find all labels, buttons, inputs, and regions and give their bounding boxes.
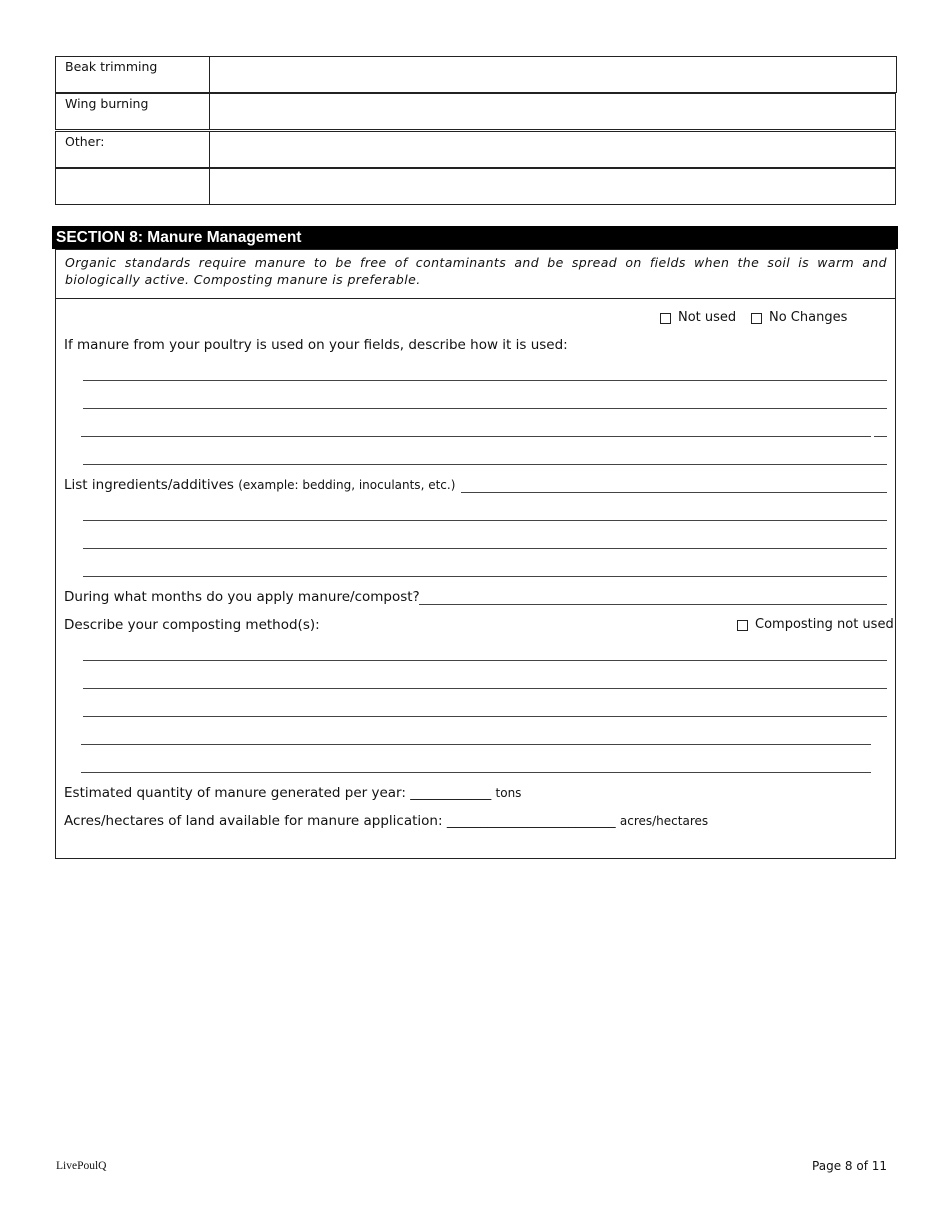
practice-answer-field[interactable] (210, 57, 896, 92)
composting-answer-line[interactable] (81, 744, 871, 745)
quantity-question (64, 785, 521, 801)
quantity-input[interactable]: ____________ (410, 785, 492, 801)
composting-answer-line[interactable] (81, 772, 871, 773)
ingredients-example: (example: bedding, inoculants, etc.) (238, 478, 456, 492)
composting-answer-line[interactable] (83, 716, 887, 717)
ingredients-question (64, 477, 455, 493)
ingredients-answer-line[interactable] (83, 576, 887, 577)
form-code: LivePoulQ (56, 1160, 107, 1172)
manure-use-answer-line[interactable] (81, 436, 871, 437)
practice-answer-field[interactable] (210, 169, 895, 204)
practice-label: Other: (56, 132, 210, 167)
acres-unit: acres/hectares (619, 814, 709, 828)
composting-answer-line[interactable] (83, 688, 887, 689)
quantity-label: Estimated quantity of manure generated per year: (64, 785, 406, 801)
composting-not-used-checkbox[interactable] (737, 620, 748, 631)
not-used-label: Not used (678, 310, 737, 325)
months-question: During what months do you apply manure/compost? (64, 589, 420, 605)
section-title: SECTION 8: Manure Management (52, 226, 898, 249)
months-input[interactable] (419, 590, 887, 605)
page-number: Page 8 of 11 (812, 1159, 887, 1173)
manure-use-answer-line[interactable] (83, 380, 887, 381)
manure-use-answer-line[interactable] (83, 464, 887, 465)
practice-label: Wing burning (56, 94, 210, 129)
practice-row-blank (55, 168, 896, 205)
practice-answer-field[interactable] (210, 94, 895, 129)
acres-label: Acres/hectares of land available for manure application: (64, 813, 443, 829)
composting-answer-line[interactable] (83, 660, 887, 661)
practice-row-other (55, 131, 896, 168)
ingredients-input[interactable] (461, 478, 887, 493)
ingredients-answer-line[interactable] (83, 520, 887, 521)
ingredients-label: List ingredients/additives (64, 477, 234, 493)
composting-not-used-label: Composting not used (755, 617, 894, 632)
quantity-unit: tons (495, 786, 522, 800)
practice-row-beak-trimming (55, 56, 897, 93)
practice-row-wing-burning (55, 93, 896, 130)
manure-use-answer-line-end (874, 436, 887, 437)
practice-label-field[interactable] (56, 169, 210, 204)
no-changes-checkbox[interactable] (751, 313, 762, 324)
acres-input[interactable]: _________________________ (446, 813, 616, 829)
section-note: Organic standards require manure to be free of contaminants and be spread on fields when the soil is warm and biologically active. Composting manure is preferable. (55, 249, 896, 299)
practice-answer-field[interactable] (210, 132, 895, 167)
practice-label: Beak trimming (56, 57, 210, 92)
acres-question (64, 813, 708, 829)
not-used-checkbox[interactable] (660, 313, 671, 324)
ingredients-answer-line[interactable] (83, 548, 887, 549)
composting-question: Describe your composting method(s): (64, 617, 320, 633)
no-changes-label: No Changes (769, 310, 848, 325)
manure-use-question: If manure from your poultry is used on your fields, describe how it is used: (64, 337, 568, 353)
manure-use-answer-line[interactable] (83, 408, 887, 409)
